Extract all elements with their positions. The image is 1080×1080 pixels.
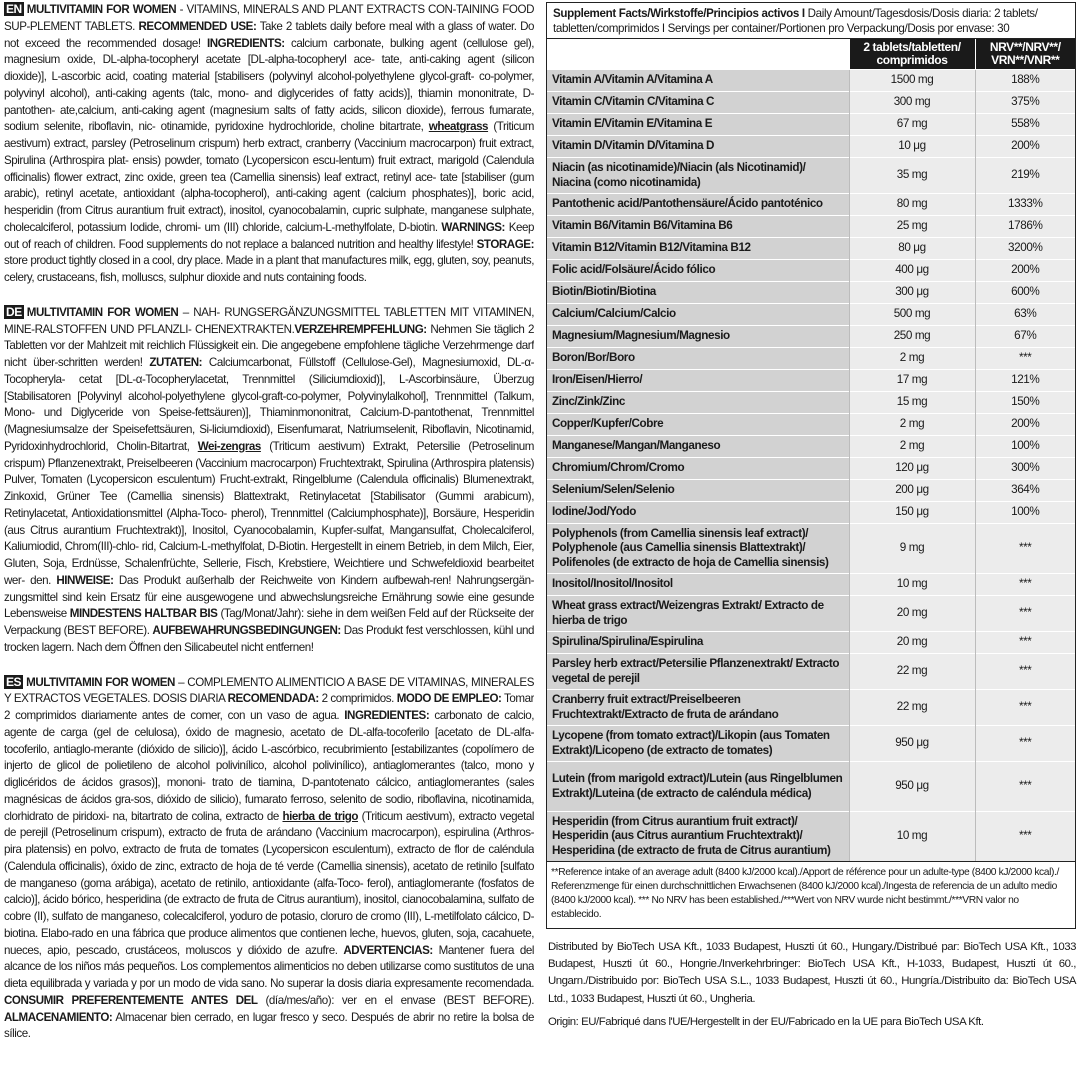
nutrient-name: Niacin (as nicotinamide)/Niacin (als Nicotinamid)/ Niacina (como nicotinamida) <box>547 158 849 194</box>
col-nrv-header: NRV**/NRV**/ VRN**/VNR** <box>975 39 1075 70</box>
facts-row <box>547 596 1075 632</box>
facts-row <box>547 114 1075 136</box>
keyword: WARNINGS: <box>441 220 505 234</box>
nutrient-amount: 10 μg <box>849 136 975 158</box>
keyword: MULTIVITAMIN FOR WOMEN <box>26 675 175 689</box>
text-run: Take 2 tablets daily before meal with a glass of water. Do not exceed the recommended dosage! <box>4 19 534 50</box>
nutrient-nrv: *** <box>975 596 1075 632</box>
text-run: Das Produkt fest verschlossen, kühl und trocken lagern. Nach dem Öffnen den Silicabeutel nicht entfernen! <box>4 624 534 654</box>
text-run: 2 comprimidos. <box>318 692 397 706</box>
nutrient-name: Vitamin C/Vitamin C/Vitamina C <box>547 92 849 114</box>
facts-row <box>547 260 1075 282</box>
nutrient-nrv: 375% <box>975 92 1075 114</box>
keyword: ADVERTENCIAS: <box>343 943 433 957</box>
ingredients-column <box>4 2 534 1078</box>
text-run: – NAH- RUNGSERGÄNZUNGSMITTEL TABLETTEN MIT VITAMINEN, MINE-RALSTOFFEN UND PFLANZLI- CHENEXTRAKTEN. <box>4 305 534 336</box>
nutrient-amount: 150 μg <box>849 502 975 524</box>
col-amount-header: 2 tablets/tabletten/ comprimidos <box>849 39 975 70</box>
facts-row <box>547 690 1075 726</box>
nutrient-name: Chromium/Chrom/Cromo <box>547 458 849 480</box>
nutrient-name: Cranberry fruit extract/Preiselbeeren Fruchtextrakt/Extracto de fruta de arándano <box>547 690 849 726</box>
text-run: Calciumcarbonat, Füllstoff (Cellulose-Gel), Magnesiumoxid, DL-α-Tocopheryla- cetat [DL-α-Tocopherylacetat, Trennmittel (Siliciumdioxid)], L-Ascorbinsäure, Überzug [Stabilisatoren [Polyvinyl alcohol-polyethylene glycol-graft-co-polymer, Polyvinylalkohol], Trennmittel (Talkum, Mono- und Diglyceride von Speise-fettsäuren)], Thiaminmononitrat, Calcium-D-pantothenat, Trennmittel (Magnesiumsalze der Speisefettsäuren, Si-liciumdioxid), Eisenfumarat, Natriumselenit, Riboflavin, Nicotinamid, Pyridoxinhydrochlorid, Cholin-Bitartrat, <box>4 356 534 453</box>
nutrient-nrv: 364% <box>975 480 1075 502</box>
facts-header <box>547 3 1075 39</box>
nutrient-name: Spirulina/Spirulina/Espirulina <box>547 632 849 654</box>
text-run: (Triticum aestivum) extract, parsley (Petroselinum crispum) herb extract, cranberry (Vaccinium macrocarpon) fruit extract, Spirulina (Arthrospira plat- ensis) powder, tomato (Lycopersicon escu-lentum) fruit extract, marigold (Calendula officinalis) flower extract, zinc oxide, green tea (Camellia sinensis) leaf extract, retinyl ace- tate [stabiliser (gum arabic), retinyl acetate, antioxidant (alpha-tocopherol), anti-caking agent (calcium phosphates)], boric acid, hesperidin (from Citrus aurantium fruit extract), inositol, cyanocobalamin, cupric sulphate, manganese sulphate, cholecalciferol, potassium Iodide, chromi- um (III) chloride, calcium-L-methylfolate, D-biotin. <box>4 120 534 234</box>
nutrient-name: Pantothenic acid/Pantothensäure/Ácido pantoténico <box>547 194 849 216</box>
language-badge-es: ES <box>6 674 22 689</box>
facts-row <box>547 70 1075 92</box>
keyword: ALMACENAMIENTO: <box>4 1010 113 1024</box>
nutrient-amount: 2 mg <box>849 348 975 370</box>
nutrient-name: Vitamin E/Vitamin E/Vitamina E <box>547 114 849 136</box>
facts-row <box>547 348 1075 370</box>
nutrient-amount: 22 mg <box>849 690 975 726</box>
nutrient-nrv: 150% <box>975 392 1075 414</box>
nutrient-name: Vitamin B12/Vitamin B12/Vitamina B12 <box>547 238 849 260</box>
section-en <box>4 2 534 287</box>
facts-row <box>547 282 1075 304</box>
facts-row <box>547 458 1075 480</box>
keyword: INGREDIENTS: <box>206 36 285 50</box>
keyword: MULTIVITAMIN FOR WOMEN <box>26 305 179 319</box>
facts-footnote: **Reference intake of an average adult (8400 kJ/2000 kcal)./Apport de référence pour un adulte-type (8400 kJ/2000 kcal)./ Referenzmenge für einen durchschnittlichen Erwachsenen (8400 kJ/2000 kcal)./Ingesta de referencia de un adulto medio (8400 kJ/2000 kcal). *** No NRV has been established./***Wert von NRV wurde nicht bestimmt./***VRN valor no establecido. <box>547 861 1075 928</box>
nutrient-name: Lycopene (from tomato extract)/Likopin (aus Tomaten Extrakt)/Licopeno (de extracto de tomates) <box>547 726 849 762</box>
language-badge-en: EN <box>6 2 22 16</box>
nutrient-amount: 300 μg <box>849 282 975 304</box>
nutrient-amount: 10 mg <box>849 574 975 596</box>
nutrient-nrv: 1333% <box>975 194 1075 216</box>
nutrient-amount: 20 mg <box>849 632 975 654</box>
facts-row <box>547 158 1075 194</box>
facts-row <box>547 392 1075 414</box>
nutrient-nrv: 200% <box>975 260 1075 282</box>
keyword: MULTIVITAMIN FOR WOMEN <box>26 3 177 16</box>
nutrient-name: Hesperidin (from Citrus aurantium fruit extract)/ Hesperidin (aus Citrus aurantium Fruchtextrakt)/ Hesperidina (de extracto de fruta de Citrus aurantium) <box>547 812 849 862</box>
facts-table <box>547 39 1075 861</box>
facts-row <box>547 654 1075 690</box>
facts-row <box>547 370 1075 392</box>
nutrient-nrv: 67% <box>975 326 1075 348</box>
language-badge-de: DE <box>6 304 22 319</box>
nutrient-nrv: 219% <box>975 158 1075 194</box>
nutrient-nrv: 558% <box>975 114 1075 136</box>
keyword: MODO DE EMPLEO: <box>396 692 502 706</box>
section-de <box>4 305 534 657</box>
nutrient-nrv: 1786% <box>975 216 1075 238</box>
nutrient-name: Calcium/Calcium/Calcio <box>547 304 849 326</box>
keyword: HINWEISE: <box>56 573 114 587</box>
nutrient-amount: 950 μg <box>849 726 975 762</box>
supplement-facts-panel <box>546 2 1076 929</box>
nutrient-nrv: *** <box>975 524 1075 574</box>
section-es <box>4 675 534 1044</box>
facts-row <box>547 216 1075 238</box>
nutrient-amount: 17 mg <box>849 370 975 392</box>
nutrient-name: Iron/Eisen/Hierro/ <box>547 370 849 392</box>
facts-table-header <box>547 39 1075 70</box>
nutrient-amount: 950 μg <box>849 762 975 812</box>
keyword: INGREDIENTES: <box>344 709 430 722</box>
nutrient-name: Zinc/Zink/Zinc <box>547 392 849 414</box>
nutrient-nrv: 200% <box>975 414 1075 436</box>
nutrient-amount: 80 mg <box>849 194 975 216</box>
keyword: AUFBEWAHRUNGSBEDINGUNGEN: <box>152 624 341 637</box>
text-run: Mantener fuera del alcance de los niños más pequeños. Los complementos alimenticios no deben utilizarse como sustitutos de una dieta equilibrada y variada y por un modo de vida sano. No superar la dosis diaria expresamente recomendada. <box>4 943 534 990</box>
keyword: VERZEHREMPFEHLUNG: <box>294 322 427 336</box>
nutrient-amount: 35 mg <box>849 158 975 194</box>
nutrient-name: Vitamin A/Vitamin A/Vitamina A <box>547 70 849 92</box>
facts-row <box>547 194 1075 216</box>
nutrient-nrv: 100% <box>975 436 1075 458</box>
nutrient-nrv: 121% <box>975 370 1075 392</box>
origin-statement: Origin: EU/Fabriqué dans l'UE/Hergestellt in der EU/Fabricado en la UE para BioTech USA Kft. <box>548 1015 984 1028</box>
text-run: (Triticum aestivum), extracto vegetal de perejil (Petroselinum crispum), extracto de fruta de arándano (Vaccinium macrocarpon), espirulina (Arthros- pira platensis) en polvo, extracto de fruta de tomates (Lycopersicon esculentum), extracto de flor de caléndula (Calendula officinalis), óxido de zinc, extracto de hoja de té verde (Camellia sinensis), acetato de retinilo [sulfato de manganeso (goma arábiga), acetato de retinilo, antioxidante (alfa-Toco- ferol), antiaglomerante (fosfatos de calcio)], ácido bórico, hesperidina (de extracto de fruta de Citrus aurantium), inositol, cianocobalamina, sulfato de cobre (II), sulfato de manganeso, colecalciferol, yoduro de potasio, cloruro de cromo (III), L-metilfolato cálcico, D-biotina. Elabo-rado en una fábrica que produce alimentos que contienen leche, huevos, gluten, soja, cacahuete, nueces, apio, pescado, crustáceos, moluscos y dióxido de azufre. <box>4 809 534 957</box>
nutrient-amount: 300 mg <box>849 92 975 114</box>
nutrient-name: Selenium/Selen/Selenio <box>547 480 849 502</box>
allergen-highlight: Wei-zengras <box>197 439 261 453</box>
nutrient-amount: 80 μg <box>849 238 975 260</box>
nutrient-nrv: 600% <box>975 282 1075 304</box>
facts-row <box>547 436 1075 458</box>
nutrient-name: Boron/Bor/Boro <box>547 348 849 370</box>
nutrient-amount: 9 mg <box>849 524 975 574</box>
facts-title: Supplement Facts/Wirkstoffe/Principios activos I <box>553 7 805 20</box>
nutrient-nrv: *** <box>975 574 1075 596</box>
facts-row <box>547 414 1075 436</box>
nutrient-name: Biotin/Biotin/Biotina <box>547 282 849 304</box>
text-run: Das Produkt außerhalb der Reichweite von Kindern aufbewah-ren! Nahrungsergän- zungsmittel sind kein Ersatz für eine ausgewogene und abwechslungsreiche Ernährung sowie eine gesunde Lebensweise <box>4 573 534 621</box>
keyword: ZUTATEN: <box>149 356 203 369</box>
facts-row <box>547 136 1075 158</box>
nutrient-nrv: *** <box>975 690 1075 726</box>
nutrient-amount: 22 mg <box>849 654 975 690</box>
facts-row <box>547 762 1075 812</box>
nutrient-amount: 500 mg <box>849 304 975 326</box>
nutrient-amount: 10 mg <box>849 812 975 862</box>
nutrient-amount: 67 mg <box>849 114 975 136</box>
nutrient-name: Copper/Kupfer/Cobre <box>547 414 849 436</box>
nutrient-name: Lutein (from marigold extract)/Lutein (aus Ringelblumen Extrakt)/Luteina (de extracto de caléndula médica) <box>547 762 849 812</box>
text-run: Keep out of reach of children. Food supplements do not replace a balanced nutrition and healthy lifestyle! <box>4 220 534 251</box>
nutrient-nrv: 200% <box>975 136 1075 158</box>
facts-row <box>547 812 1075 862</box>
nutrient-amount: 1500 mg <box>849 70 975 92</box>
nutrient-amount: 400 μg <box>849 260 975 282</box>
text-run: calcium carbonate, bulking agent (cellulose gel), magnesium oxide, DL-alpha-tocopheryl acetate [DL-alpha-tocopheryl ace- tate, anti-caking agent (silicon dioxide)], L-ascorbic acid, coating material [stabilisers (polyvinyl alcohol-polyethylene glycol-graft- co-polymer, polyvinyl alcohol), anti-caking agents (talc, mono- and diglycerides of fatty acids)], thiamin mononitrate, D-pantothen- ate,calcium, anti-caking agent (magnesium salts of fatty acids, silicon dioxide), ferrous fumarate, sodium selenite, riboflavin, nic- otinamide, pyridoxine hydrochloride, choline bitartrate, <box>4 36 534 134</box>
section-text-de <box>4 306 534 654</box>
facts-row <box>547 632 1075 654</box>
facts-row <box>547 92 1075 114</box>
distributor-info <box>546 929 1078 1031</box>
facts-column <box>546 2 1078 1078</box>
nutrient-nrv: 300% <box>975 458 1075 480</box>
nutrient-nrv: 3200% <box>975 238 1075 260</box>
nutrient-amount: 250 mg <box>849 326 975 348</box>
nutrient-name: Iodine/Jod/Yodo <box>547 502 849 524</box>
nutrient-name: Manganese/Mangan/Manganeso <box>547 436 849 458</box>
text-run: - VITAMINS, MINERALS AND PLANT EXTRACTS CON-TAINING FOOD SUP-PLEMENT TABLETS. <box>4 3 534 33</box>
text-run: Tomar 2 comprimidos diariamente antes de comer, con un vaso de agua. <box>4 692 534 722</box>
nutrient-name: Polyphenols (from Camellia sinensis leaf extract)/ Polyphenole (aus Camellia sinensis Blattextrakt)/ Polifenoles (de extracto de hoja de Camellia sinensis) <box>547 524 849 574</box>
nutrient-nrv: *** <box>975 654 1075 690</box>
keyword: MINDESTENS HALTBAR BIS <box>69 607 218 621</box>
nutrient-name: Folic acid/Folsäure/Ácido fólico <box>547 260 849 282</box>
facts-row <box>547 238 1075 260</box>
facts-row <box>547 480 1075 502</box>
text-run: (día/mes/año): ver en el envase (BEST BEFORE). <box>257 993 534 1007</box>
facts-table-body <box>547 70 1075 862</box>
nutrient-nrv: 63% <box>975 304 1075 326</box>
nutrient-nrv: *** <box>975 348 1075 370</box>
nutrient-amount: 25 mg <box>849 216 975 238</box>
distributed-by: Distributed by BioTech USA Kft., 1033 Budapest, Huszti út 60., Hungary./Distribué par: BioTech USA Kft., 1033 Budapest, Huszti út 60., Hongrie./Inverkehrbringer: BioTech USA Kft., H-1033, Budapest, Huszti út 60., Ungarn./Distribuido por: BioTech USA S.L., 1033 Budapest, Huszti út 60., Hungría./Distribuito da: BioTech USA Ltd., 1033 Budapest, Huszti út 60., Ungheria. <box>548 941 1076 1005</box>
nutrient-amount: 20 mg <box>849 596 975 632</box>
nutrient-amount: 120 μg <box>849 458 975 480</box>
text-run: Almacenar bien cerrado, en lugar fresco y seco. Después de abrir no retire la bolsa de sílice. <box>4 1010 534 1041</box>
facts-row <box>547 326 1075 348</box>
keyword: STORAGE: <box>476 237 534 251</box>
nutrient-amount: 15 mg <box>849 392 975 414</box>
text-run: – COMPLEMENTO ALIMENTICIO A BASE DE VITAMINAS, MINERALES Y EXTRACTOS VEGETALES. DOSIS DIARIA <box>4 675 534 706</box>
nutrient-nrv: *** <box>975 812 1075 862</box>
facts-row <box>547 574 1075 596</box>
section-text-en <box>4 3 534 284</box>
nutrient-name: Vitamin D/Vitamin D/Vitamina D <box>547 136 849 158</box>
section-text-es <box>4 676 534 1041</box>
keyword: RECOMMENDED USE: <box>138 19 257 33</box>
text-run: (Tag/Monat/Jahr): siehe in dem weißen Feld auf der Rückseite der Verpackung (BEST BEFORE). <box>4 607 534 637</box>
facts-header-blank <box>547 39 849 70</box>
nutrient-name: Wheat grass extract/Weizengras Extrakt/ Extracto de hierba de trigo <box>547 596 849 632</box>
nutrient-nrv: *** <box>975 762 1075 812</box>
allergen-highlight: hierba de trigo <box>282 809 358 823</box>
text-run: carbonato de calcio, agente de carga (gel de celulosa), óxido de magnesio, acetato de DL-alfa-tocoferilo [acetato de DL-alfa-tocoferilo, antiaglo-merante (dióxido de silicio)], ácido L-ascórbico, recubrimiento [estabilizantes (copolímero de injerto de glicol de polietileno de alcohol polivinílico, alcohol polivinílico), antiaglomerantes (talco, mono y diglicéridos de ácidos grasos)], mononi- trato de tiamina, D-pantotenato cálcico, antiaglomerantes (sales magnésicas de ácidos gra-sos, dióxido de silicio), fumarato ferroso, selenito de sodio, riboflavina, nicotinamida, clorhidrato de piridoxi- na, bitartrato de colina, extracto de <box>4 709 534 823</box>
nutrient-name: Magnesium/Magnesium/Magnesio <box>547 326 849 348</box>
keyword: RECOMENDADA: <box>227 692 319 706</box>
nutrient-nrv: 188% <box>975 70 1075 92</box>
nutrient-name: Parsley herb extract/Petersilie Pflanzenextrakt/ Extracto vegetal de perejil <box>547 654 849 690</box>
nutrient-amount: 2 mg <box>849 414 975 436</box>
text-run: Nehmen Sie täglich 2 Tabletten vor der Mahlzeit mit reichlich Flüssigkeit ein. Die angegebene empfohlene tägliche Verzehrmenge darf nicht über-schritten werden! <box>4 322 534 369</box>
facts-row <box>547 524 1075 574</box>
text-run: store product tightly closed in a cool, dry place. Made in a plant that manufactures milk, egg, gluten, soy, peanuts, celery, crustaceans, fish, molluscs, sulphur dioxide and nuts containing foods. <box>4 254 534 284</box>
nutrient-name: Inositol/Inositol/Inositol <box>547 574 849 596</box>
allergen-highlight: wheatgrass <box>428 120 489 134</box>
text-run: (Triticum aestivum) Extrakt, Petersilie (Petroselinum crispum) Pflanzenextrakt, Preiselbeeren (Vaccinium macrocarpon) Fruchtextrakt, Spirulina (Arthrospira platensis) Pulver, Tomaten (Lycopersicon esculentum) Frucht-extrakt, Ringelblume (Calendula officinalis) Blumenextrakt, Zinkoxid, Grüner Tee (Camellia sinensis) Blattextrakt, Retinylacetat [Stabilisator (Gummi arabicum), Retinylacetat, Antioxidationsmittel (Alpha-Toco- pherol), Trennmittel (Calciumphosphate)], Borsäure, Hesperidin (aus Citrus aurantium Fruchtextrakt)], Inositol, Cyanocobalamin, Kupfer-sulfat, Mangansulfat, Cholecalciferol, Kaliumiodid, Chrom(III)-chlo- rid, Calcium-L-methylfolat, D-Biotin. Hergestellt in einem Betrieb, in dem Milch, Eier, Gluten, Soja, Erdnüsse, Schalenfrüchte, Sellerie, Fisch, Krebstiere, Weichtiere und Schwefeldioxid bearbeitet wer- den. <box>4 439 534 587</box>
facts-row <box>547 502 1075 524</box>
nutrient-name: Vitamin B6/Vitamin B6/Vitamina B6 <box>547 216 849 238</box>
nutrient-nrv: *** <box>975 726 1075 762</box>
facts-serving-info: Daily Amount/Tagesdosis/Dosis diaria: 2 tablets/ tabletten/comprimidos I Servings per container/Portionen pro Verpackung/Dosis por envase: 30 <box>553 7 1038 35</box>
facts-row <box>547 304 1075 326</box>
nutrient-amount: 200 μg <box>849 480 975 502</box>
nutrient-amount: 2 mg <box>849 436 975 458</box>
facts-row <box>547 726 1075 762</box>
nutrient-nrv: *** <box>975 632 1075 654</box>
keyword: CONSUMIR PREFERENTEMENTE ANTES DEL <box>4 993 258 1007</box>
nutrient-nrv: 100% <box>975 502 1075 524</box>
